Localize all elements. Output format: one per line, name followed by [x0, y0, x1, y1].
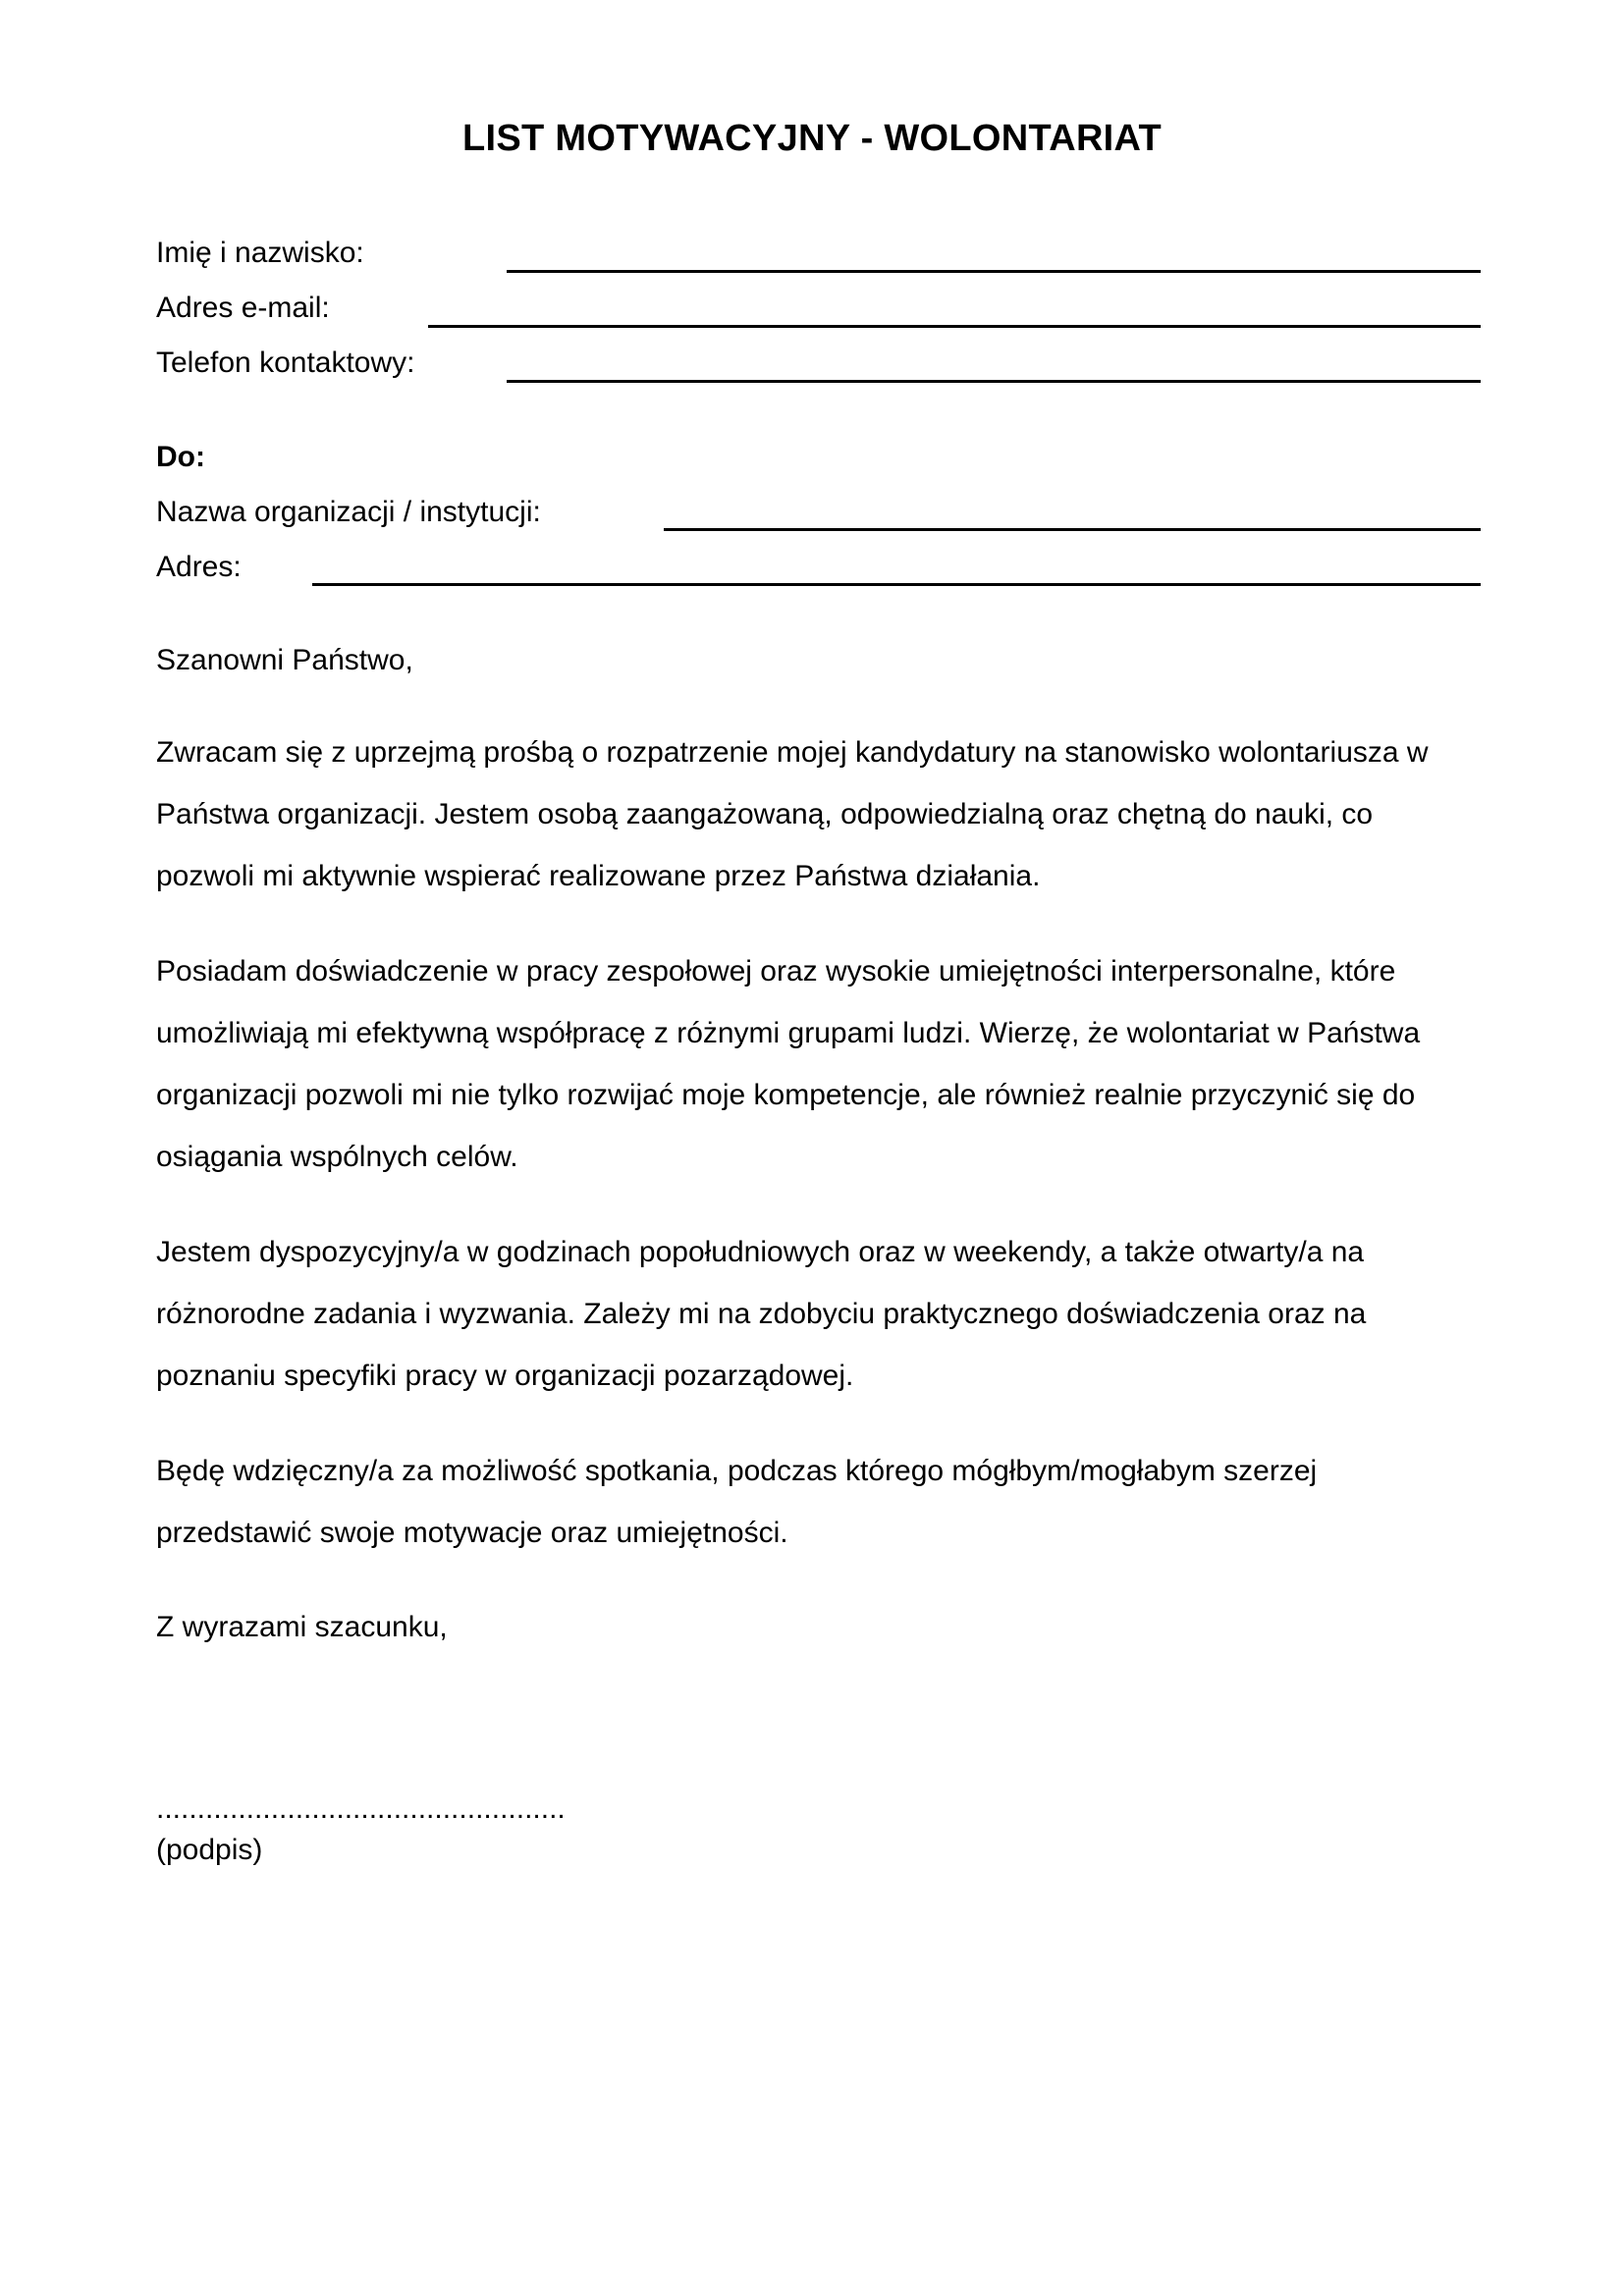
salutation: Szanowni Państwo, — [156, 644, 413, 676]
paragraph-line: Posiadam doświadczenie w pracy zespołowej oraz wysokie umiejętności interpersonalne, które — [156, 955, 1396, 988]
name-field[interactable] — [507, 270, 1481, 273]
signature-caption: (podpis) — [156, 1834, 263, 1866]
closing: Z wyrazami szacunku, — [156, 1611, 448, 1643]
name-label: Imię i nazwisko: — [156, 237, 364, 269]
paragraph-line: różnorodne zadania i wyzwania. Zależy mi na zdobyciu praktycznego doświadczenia oraz na — [156, 1298, 1367, 1330]
paragraph-line: Zwracam się z uprzejmą prośbą o rozpatrzenie mojej kandydatury na stanowisko wolontariusza w — [156, 736, 1429, 769]
phone-label: Telefon kontaktowy: — [156, 347, 415, 379]
email-label: Adres e-mail: — [156, 292, 330, 324]
organization-field[interactable] — [664, 528, 1481, 531]
recipient-heading: Do: — [156, 441, 205, 473]
signature-line: .................................................. — [156, 1792, 566, 1825]
paragraph-3 — [156, 1235, 1366, 1420]
phone-field[interactable] — [507, 380, 1481, 383]
paragraph-1 — [156, 735, 1429, 921]
paragraph-line: pozwoli mi aktywnie wspierać realizowane przez Państwa działania. — [156, 860, 1041, 892]
paragraph-line: Jestem dyspozycyjny/a w godzinach popołudniowych oraz w weekendy, a także otwarty/a na — [156, 1236, 1365, 1268]
paragraph-4 — [156, 1454, 1317, 1577]
organization-label: Nazwa organizacji / instytucji: — [156, 496, 541, 528]
paragraph-line: Państwa organizacji. Jestem osobą zaangażowaną, odpowiedzialną oraz chętną do nauki, co — [156, 798, 1374, 830]
paragraph-line: przedstawić swoje motywacje oraz umiejętności. — [156, 1517, 788, 1549]
paragraph-line: umożliwiają mi efektywną współpracę z różnymi grupami ludzi. Wierzę, że wolontariat w Państwa — [156, 1017, 1421, 1049]
address-label: Adres: — [156, 551, 242, 583]
paragraph-line: organizacji pozwoli mi nie tylko rozwijać moje kompetencje, ale również realnie przyczynić się do — [156, 1079, 1416, 1111]
paragraph-line: poznaniu specyfiki pracy w organizacji pozarządowej. — [156, 1360, 854, 1392]
page-title: LIST MOTYWACYJNY - WOLONTARIAT — [462, 118, 1162, 159]
paragraph-line: osiągania wspólnych celów. — [156, 1141, 518, 1173]
email-field[interactable] — [428, 325, 1481, 328]
paragraph-line: Będę wdzięczny/a za możliwość spotkania, podczas którego mógłbym/mogłabym szerzej — [156, 1455, 1318, 1487]
address-field[interactable] — [312, 583, 1481, 586]
paragraph-2 — [156, 954, 1420, 1201]
